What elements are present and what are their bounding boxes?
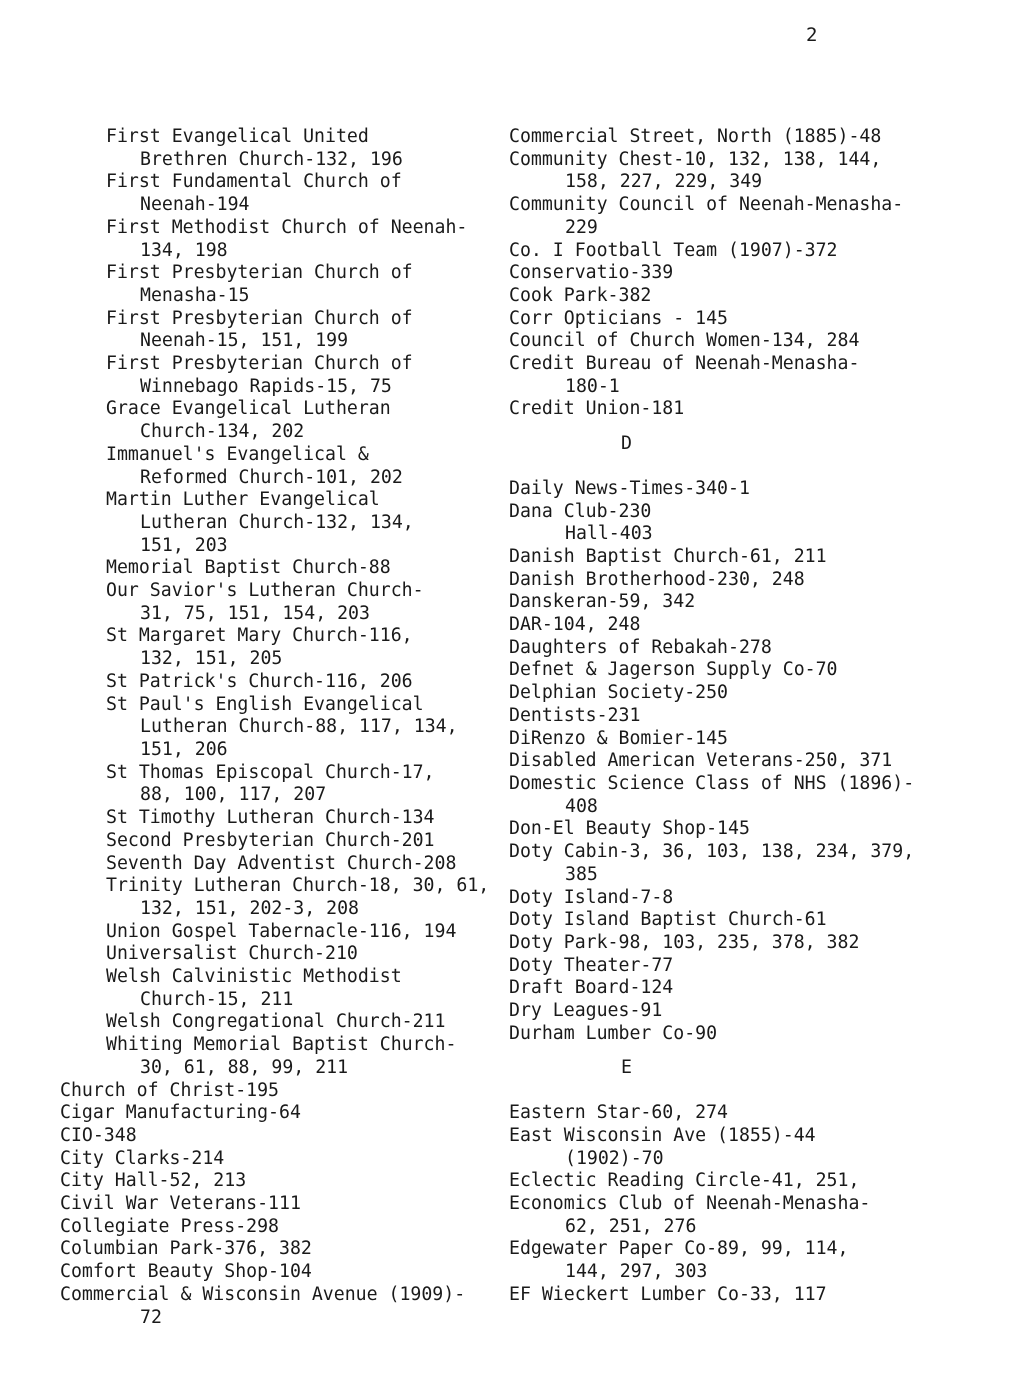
index-entry-continuation: 151, 206 [140,738,228,760]
index-entry-continuation: 408 [565,795,598,817]
index-entry [60,830,505,853]
index-entry-continuation: Church-15, 211 [140,988,294,1010]
index-entry [60,308,505,353]
index-entry [60,853,505,876]
index-entry-heading: St Paul's English Evangelical [106,693,424,715]
index-entry [60,217,505,262]
index-entry [60,1034,505,1079]
index-entry-heading: Delphian Society-250 [509,682,728,704]
index-entry-heading: Grace Evangelical Lutheran [106,398,391,420]
index-entry-heading: Danish Brotherhood-230, 248 [509,568,805,590]
index-entry-heading: Union Gospel Tabernacle-116, 194 [106,920,457,942]
index-entry [509,1125,979,1170]
index-entry-continuation: Menasha-15 [140,284,250,306]
index-entry [509,285,979,308]
index-entry-heading: Doty Theater-77 [509,954,674,976]
index-entry-heading: Whiting Memorial Baptist Church- [106,1034,457,1056]
index-entry [509,841,979,886]
index-entry [60,762,505,807]
index-entry [60,1216,505,1239]
index-entry [60,1080,505,1103]
index-entry [60,1148,505,1171]
index-entry-continuation: 72 [140,1306,162,1328]
index-entry [509,1238,979,1283]
index-entry-heading: Dry Leagues-91 [509,1000,663,1022]
index-entry-heading: CIO-348 [60,1124,137,1146]
index-entry-heading: Dana Club-230 [509,500,652,522]
index-entry-heading: City Hall-52, 213 [60,1170,247,1192]
index-entry [60,126,505,171]
index-entry-heading: Commercial Street, North (1885)-48 [509,126,882,147]
index-entry-heading: Doty Island Baptist Church-61 [509,909,827,931]
index-entry-continuation: 132, 151, 205 [140,648,283,670]
index-entry [60,921,505,944]
index-entry-heading: First Evangelical United [106,126,369,147]
section-letter: E [621,1057,632,1079]
index-entry-continuation: Neenah-194 [140,194,250,216]
index-entry-heading: Don-El Beauty Shop-145 [509,818,750,840]
page-number: 2 [806,24,818,46]
index-entry-heading: Memorial Baptist Church-88 [106,557,391,579]
index-entry [509,501,979,546]
index-entry [60,1125,505,1148]
index-entry [509,1284,979,1307]
index-entry-continuation: 385 [565,863,598,885]
index-entry [60,489,505,557]
index-entry-heading: Danish Baptist Church-61, 211 [509,545,827,567]
index-entry-heading: Conservatio-339 [509,262,674,284]
index-entry-heading: Co. I Football Team (1907)-372 [509,239,838,261]
index-entry-heading: Our Savior's Lutheran Church- [106,580,424,602]
index-entry [509,149,979,194]
index-entry-heading: St Timothy Lutheran Church-134 [106,807,435,829]
index-entry-heading: EF Wieckert Lumber Co-33, 117 [509,1283,827,1305]
index-entry-heading: Cigar Manufacturing-64 [60,1102,301,1124]
index-entry [509,1170,979,1193]
index-entry-heading: DiRenzo & Bomier-145 [509,727,728,749]
index-entry-continuation: 151, 203 [140,534,228,556]
index-entry-heading: Durham Lumber Co-90 [509,1022,718,1044]
index-entry-heading: Seventh Day Adventist Church-208 [106,852,457,874]
index-entry [60,807,505,830]
index-entry-heading: First Fundamental Church of [106,171,402,193]
index-entry-continuation: 158, 227, 229, 349 [565,171,763,193]
index-entry [60,262,505,307]
index-entry-heading: Eclectic Reading Circle-41, 251, [509,1170,860,1192]
index-entry [509,126,979,149]
index-entry-heading: Doty Island-7-8 [509,886,674,908]
index-entry-heading: Danskeran-59, 342 [509,591,696,613]
index-entry-heading: City Clarks-214 [60,1147,225,1169]
index-entry [509,240,979,263]
index-entry-heading: Edgewater Paper Co-89, 99, 114, [509,1238,849,1260]
index-entry-heading: Columbian Park-376, 382 [60,1238,312,1260]
index-entry-continuation: Reformed Church-101, 202 [140,466,403,488]
index-entry-heading: DAR-104, 248 [509,614,641,636]
index-entry-heading: First Presbyterian Church of [106,307,413,329]
index-entry [509,637,979,660]
index-entry-heading: Daily News-Times-340-1 [509,477,750,499]
index-entry [60,943,505,966]
index-entry [509,398,979,421]
index-entry-continuation: 30, 61, 88, 99, 211 [140,1056,349,1078]
index-entry-heading: Community Council of Neenah-Menasha- [509,194,904,216]
index-entry-heading: Collegiate Press-298 [60,1215,279,1237]
index-entry [60,671,505,694]
index-entry [509,308,979,331]
index-entry [509,705,979,728]
index-entry [509,353,979,398]
index-entry [60,1193,505,1216]
index-entry [60,444,505,489]
index-entry [509,659,979,682]
index-entry-heading: Daughters of Rebakah-278 [509,636,772,658]
index-entry [509,1023,979,1046]
index-entry-continuation: 31, 75, 151, 154, 203 [140,602,370,624]
index-entry [509,194,979,239]
index-entry [509,569,979,592]
index-entry [60,353,505,398]
index-entry-heading: East Wisconsin Ave (1855)-44 [509,1124,816,1146]
index-entry-heading: Trinity Lutheran Church-18, 30, 61, [106,875,490,897]
index-entry-heading: Doty Cabin-3, 36, 103, 138, 234, 379, [509,841,915,863]
index-entry [60,557,505,580]
index-entry [509,818,979,841]
index-entry-heading: Community Chest-10, 132, 138, 144, [509,148,882,170]
index-entry [60,1011,505,1034]
index-entry-continuation: 180-1 [565,375,620,397]
index-entry [60,694,505,762]
index-entry-heading: Dentists-231 [509,704,641,726]
index-entry [509,773,979,818]
index-entry [60,1170,505,1193]
index-entry [509,262,979,285]
index-entry [509,932,979,955]
index-entry [509,728,979,751]
index-entry-heading: Commercial & Wisconsin Avenue (1909)- [60,1283,466,1305]
index-entry-continuation: 144, 297, 303 [565,1261,708,1283]
index-entry [509,1000,979,1023]
index-entry [60,966,505,1011]
index-entry-heading: Credit Union-181 [509,398,685,420]
index-entry-heading: Welsh Congregational Church-211 [106,1011,446,1033]
index-entry-heading: Martin Luther Evangelical [106,489,380,511]
index-entry-continuation: Lutheran Church-132, 134, [140,511,414,533]
index-entry [509,1193,979,1238]
index-entry-heading: Economics Club of Neenah-Menasha- [509,1192,871,1214]
index-entry-heading: Council of Church Women-134, 284 [509,330,860,352]
index-entry-heading: First Presbyterian Church of [106,353,413,375]
index-entry-heading: Draft Board-124 [509,977,674,999]
index-entry-heading: Immanuel's Evangelical & [106,443,369,465]
index-entry-heading: St Patrick's Church-116, 206 [106,670,413,692]
index-entry-heading: Comfort Beauty Shop-104 [60,1261,312,1283]
index-entry-heading: Church of Christ-195 [60,1079,279,1101]
index-entry-heading: Eastern Star-60, 274 [509,1102,728,1124]
index-entry [60,625,505,670]
index-entry [509,546,979,569]
index-entry-heading: Disabled American Veterans-250, 371 [509,750,893,772]
index-entry [509,682,979,705]
index-entry [60,1261,505,1284]
index-entry [509,977,979,1000]
index-entry [509,330,979,353]
index-entry [60,171,505,216]
index-column-left [60,126,505,1329]
index-entry-continuation: 229 [565,216,598,238]
section-letter: D [621,433,632,455]
index-entry [509,478,979,501]
index-entry [60,398,505,443]
index-entry-continuation: (1902)-70 [565,1147,664,1169]
index-entry-heading: Second Presbyterian Church-201 [106,829,435,851]
index-entry-heading: First Methodist Church of Neenah- [106,216,468,238]
index-entry [509,909,979,932]
index-entry [60,1102,505,1125]
index-entry-heading: St Margaret Mary Church-116, [106,625,413,647]
index-entry-heading: Domestic Science Class of NHS (1896)- [509,772,915,794]
index-entry-heading: Doty Park-98, 103, 235, 378, 382 [509,931,860,953]
index-entry [60,580,505,625]
index-entry-continuation: 132, 151, 202-3, 208 [140,897,359,919]
index-entry-continuation: 134, 198 [140,239,228,261]
index-entry [509,750,979,773]
index-entry-heading: Cook Park-382 [509,284,652,306]
index-entry-continuation: Winnebago Rapids-15, 75 [140,375,392,397]
index-entry [60,1284,505,1329]
index-entry-continuation: 62, 251, 276 [565,1215,697,1237]
index-entry [509,614,979,637]
index-entry-heading: First Presbyterian Church of [106,262,413,284]
index-entry-continuation: Hall-403 [565,523,653,545]
index-column-right [509,126,979,1306]
index-entry-heading: Civil War Veterans-111 [60,1193,301,1215]
index-entry [60,1238,505,1261]
index-entry-heading: Corr Opticians - 145 [509,307,728,329]
index-entry-heading: Credit Bureau of Neenah-Menasha- [509,353,860,375]
index-entry-continuation: Brethren Church-132, 196 [140,148,403,170]
index-entry [60,875,505,920]
index-entry-heading: Universalist Church-210 [106,943,358,965]
index-entry-heading: Defnet & Jagerson Supply Co-70 [509,659,838,681]
index-entry-continuation: Church-134, 202 [140,421,305,443]
index-entry-continuation: Neenah-15, 151, 199 [140,330,349,352]
index-entry-heading: Welsh Calvinistic Methodist [106,966,402,988]
index-entry-continuation: Lutheran Church-88, 117, 134, [140,716,458,738]
index-entry [509,887,979,910]
index-entry-heading: St Thomas Episcopal Church-17, [106,761,435,783]
index-entry [509,591,979,614]
index-entry [509,955,979,978]
index-entry-continuation: 88, 100, 117, 207 [140,784,327,806]
index-entry [509,1102,979,1125]
